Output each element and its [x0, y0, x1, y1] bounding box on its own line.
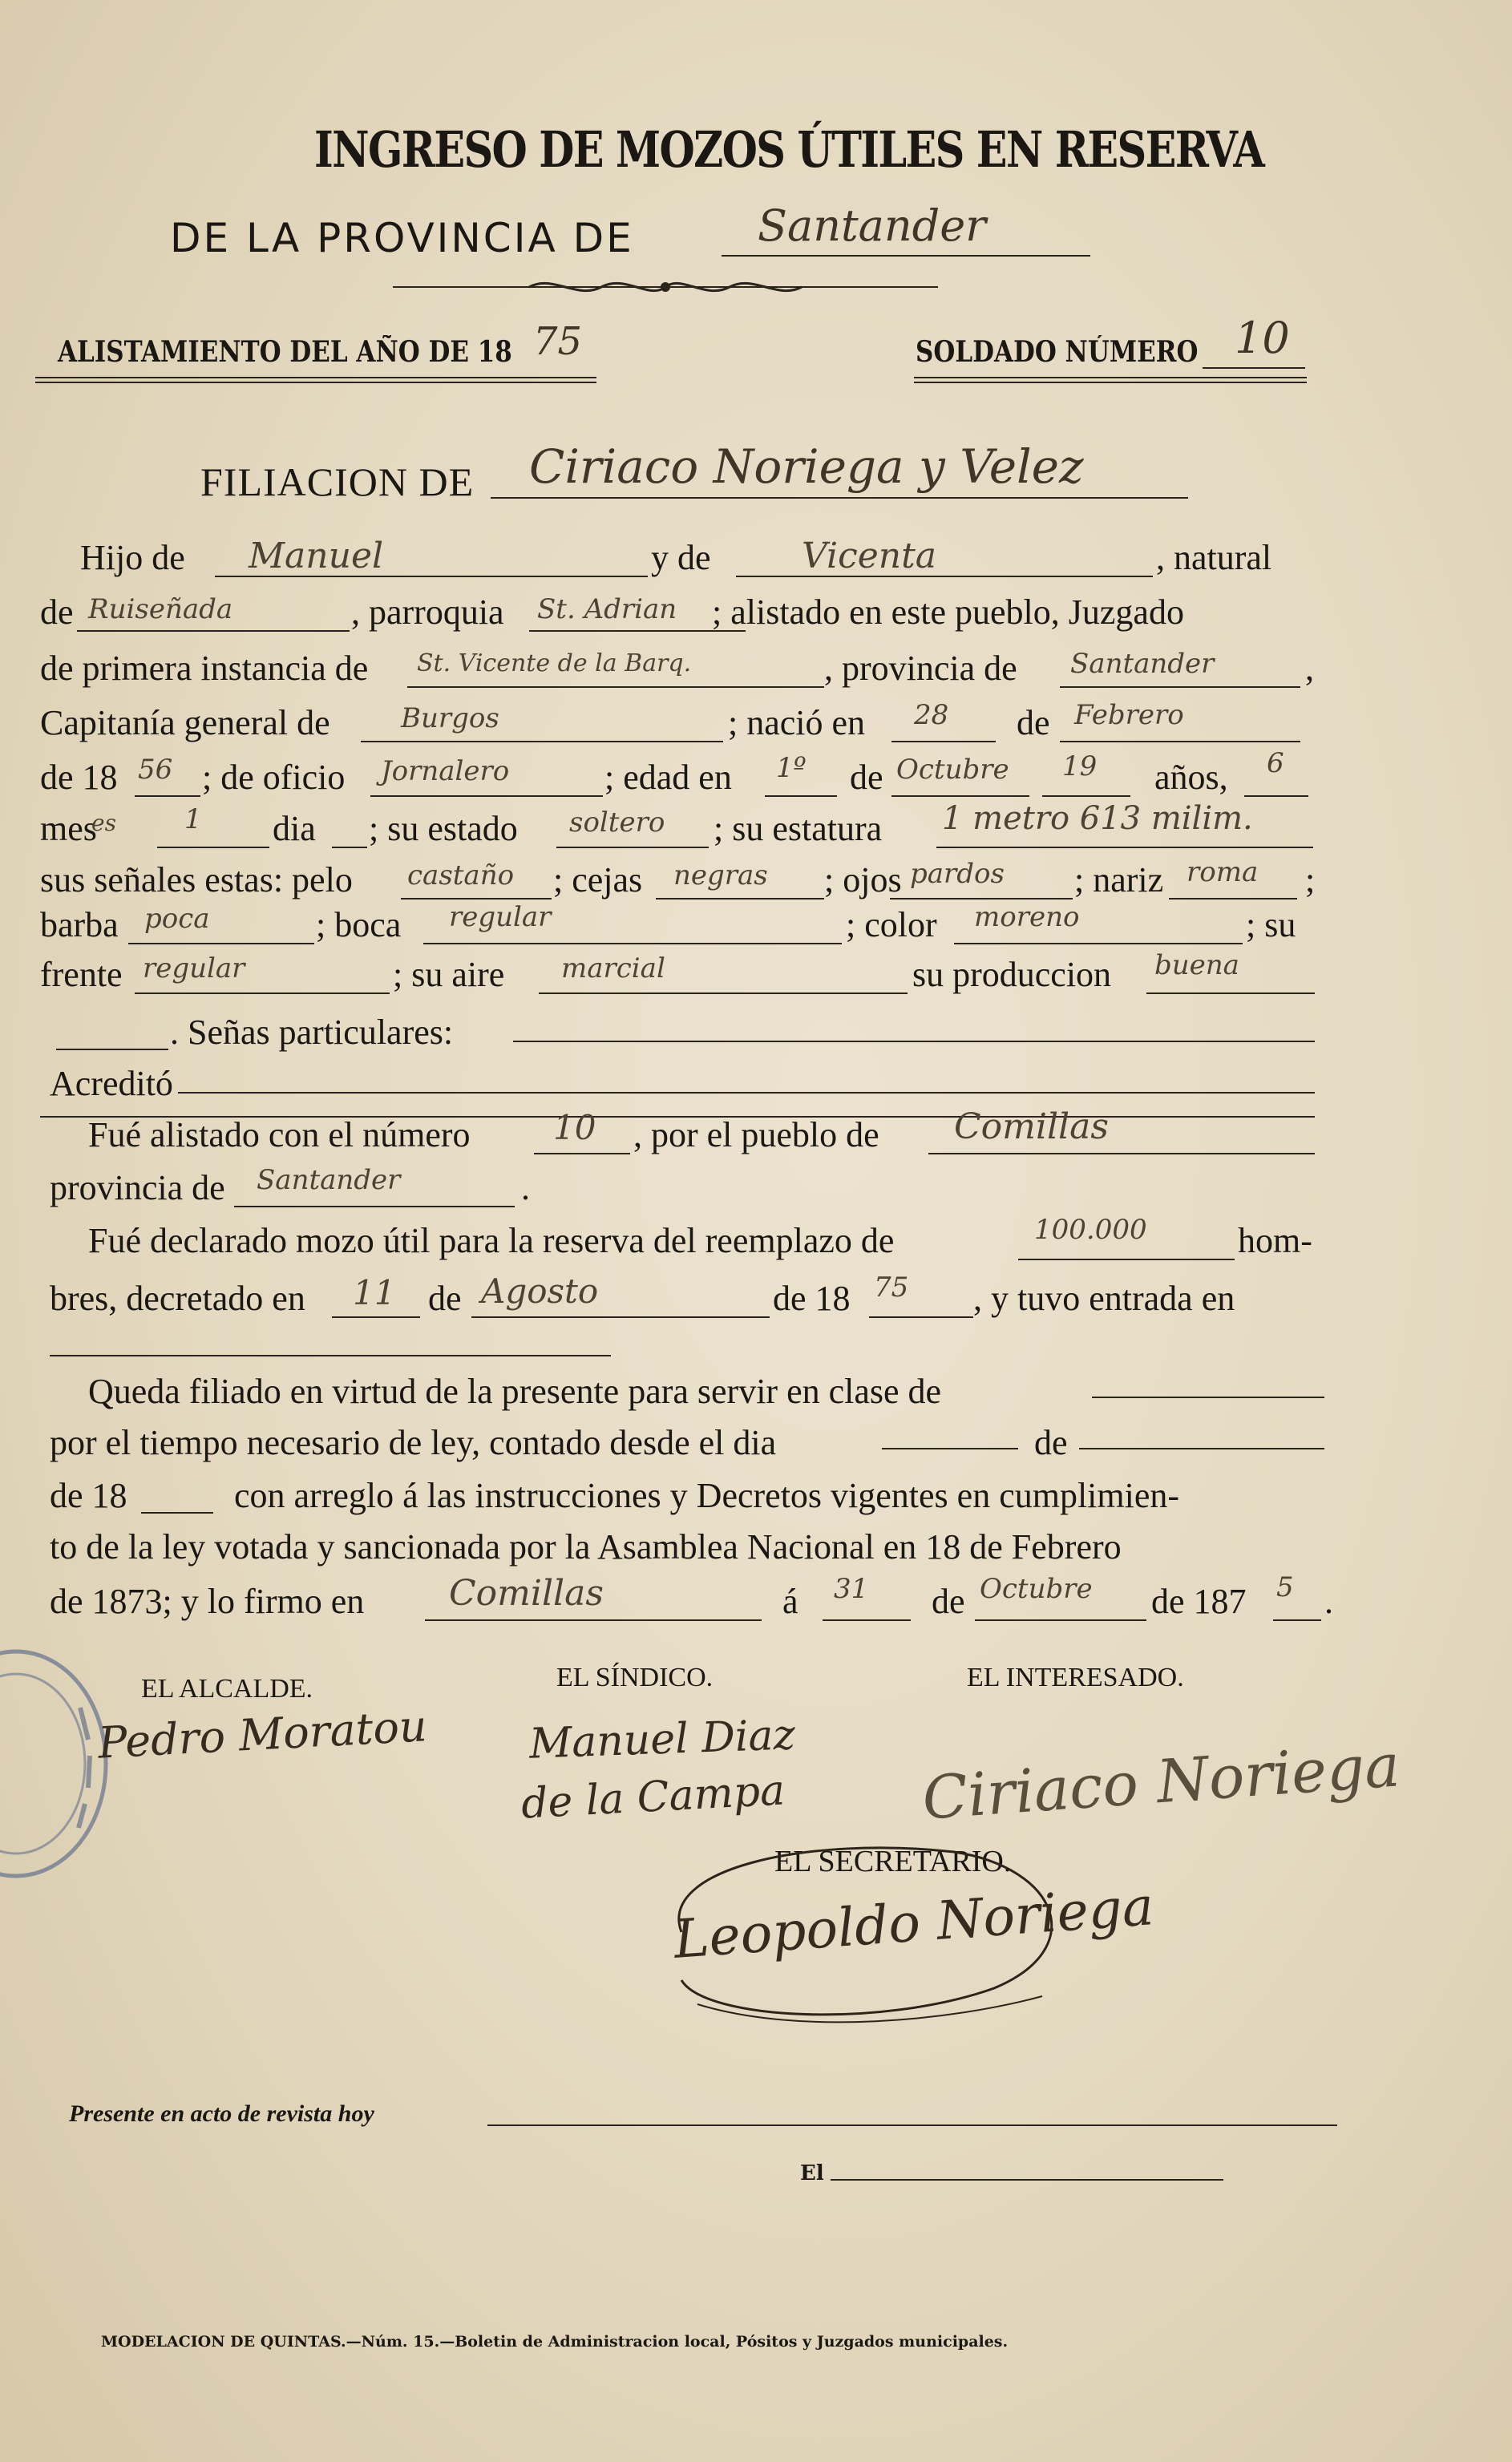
revista-line [487, 2124, 1337, 2126]
label-tuvo-entrada: , y tuvo entrada en [973, 1279, 1235, 1318]
mes-suffix: es [91, 810, 116, 836]
label-semicolon: ; [1305, 860, 1316, 899]
brows: negras [673, 859, 768, 891]
label-de-18-contado: de 18 [50, 1476, 127, 1515]
mouth-line [423, 943, 842, 944]
enlistment-rule [35, 377, 596, 383]
label-y-de: y de [651, 538, 711, 577]
label-natural: , natural [1156, 538, 1272, 577]
label-primera-instancia: de primera instancia de [40, 649, 369, 688]
label-de-contado: de [1034, 1423, 1068, 1462]
birth-day-line [891, 741, 996, 742]
state-line [556, 847, 709, 848]
mouth: regular [449, 901, 552, 933]
production: buena [1154, 949, 1239, 981]
hair: castaño [407, 859, 515, 891]
birth-year-line [135, 795, 200, 797]
label-senales-pelo: sus señales estas: pelo [40, 860, 353, 899]
label-su: ; su [1246, 905, 1296, 944]
label-alistado-numero: Fué alistado con el número [88, 1115, 471, 1154]
label-ojos: ; ojos [824, 860, 902, 899]
signed-year-line [1273, 1619, 1321, 1621]
enlist-province: Santander [257, 1164, 401, 1196]
bearing: marcial [561, 952, 665, 984]
sindico-signature-line-1: Manuel Diaz [528, 1711, 796, 1769]
height: 1 metro 613 milim. [942, 800, 1253, 837]
label-de: de [40, 592, 74, 632]
label-boca: ; boca [316, 905, 402, 944]
revista-el-line [831, 2179, 1223, 2181]
dia-line [157, 847, 269, 848]
entrada-line [50, 1355, 611, 1356]
age-years-line [1042, 795, 1130, 797]
revista-el-label: El [800, 2161, 824, 2185]
signed-day: 31 [834, 1573, 869, 1605]
signed-place: Comillas [449, 1573, 604, 1614]
marital-state: soltero [569, 807, 665, 839]
decree-month-line [471, 1316, 770, 1318]
town-line [928, 1153, 1315, 1154]
decree-year-line [869, 1316, 973, 1318]
nose: roma [1187, 856, 1259, 888]
age-years: 19 [1062, 750, 1098, 782]
label-period: . [521, 1168, 530, 1207]
beard: poca [144, 903, 210, 935]
age-month-line [891, 795, 1029, 797]
label-queda-filiado: Queda filiado en virtud de la presente para servir en clase de [88, 1372, 942, 1411]
forehead: regular [143, 952, 245, 984]
label-hijo-de: Hijo de [80, 538, 185, 577]
label-de-18: de 18 [40, 758, 118, 797]
age-day: 1º [776, 752, 807, 784]
eyes: pardos [910, 858, 1005, 890]
filiacion-line [491, 497, 1188, 499]
nose-line [1169, 898, 1297, 899]
footer-publisher: MODELACION DE QUINTAS.—Núm. 15.—Boletin de Administracion local, Pósitos y Juzgados municipales. [101, 2333, 1009, 2351]
label-senas-particulares: . Señas particulares: [170, 1013, 454, 1052]
label-aire: ; su aire [393, 955, 505, 994]
label-de-month: de [1017, 703, 1050, 742]
beard-line [128, 943, 314, 944]
signed-day-line [823, 1619, 911, 1621]
birth-month: Febrero [1074, 699, 1184, 731]
birth-year: 56 [138, 754, 173, 786]
label-anos: años, [1154, 758, 1228, 797]
filiacion-label: FILIACION DE [200, 459, 475, 504]
birth-month-line [1060, 741, 1300, 742]
label-frente: frente [40, 955, 123, 994]
label-de-18-decree: de 18 [773, 1279, 851, 1318]
age-days: 1 [184, 803, 202, 835]
province-handwritten: Santander [758, 200, 986, 251]
production-line [1146, 992, 1315, 994]
court-name: St. Vicente de la Barq. [417, 649, 692, 677]
natural-place: Ruiseñada [88, 593, 233, 625]
label-mes: mes [40, 809, 97, 848]
revista-label: Presente en acto de revista hoy [69, 2100, 374, 2127]
label-de-age-month: de [850, 758, 883, 797]
age-day-line [765, 795, 837, 797]
age-month: Octubre [896, 754, 1009, 786]
label-declarado-mozo-util: Fué declarado mozo útil para la reserva del reemplazo de [88, 1221, 895, 1260]
age-months: 6 [1267, 747, 1284, 779]
label-oficio: ; de oficio [202, 758, 346, 797]
filiacion-name-handwritten: Ciriaco Noriega y Velez [529, 439, 1084, 494]
mother-name: Vicenta [802, 536, 937, 576]
sindico-label: EL SÍNDICO. [556, 1663, 714, 1692]
hair-line [401, 898, 552, 899]
decree-day: 11 [353, 1273, 396, 1312]
label-produccion: su produccion [912, 955, 1112, 994]
brows-line [656, 898, 824, 899]
label-comma: , [1305, 649, 1314, 688]
label-alistado: ; alistado en este pueblo, Juzgado [712, 592, 1184, 632]
trade-line [370, 795, 603, 797]
label-estatura: ; su estatura [714, 809, 883, 848]
court-province-name: Santander [1070, 648, 1215, 680]
court-province-line [1060, 686, 1300, 688]
label-estado: ; su estado [369, 809, 518, 848]
contado-year-line [141, 1512, 213, 1514]
father-name: Manuel [249, 536, 384, 576]
alcalde-label: EL ALCALDE. [141, 1674, 313, 1704]
label-nariz: ; nariz [1074, 860, 1164, 899]
secretario-signature: Leopoldo Noriega [672, 1875, 1156, 1971]
acredito-line [178, 1092, 1315, 1094]
parish-name: St. Adrian [537, 593, 677, 625]
label-decretado-en: bres, decretado en [50, 1279, 305, 1318]
contado-day-line [882, 1448, 1018, 1449]
alcalde-signature: Pedro Moratou [96, 1700, 429, 1769]
label-capitania: Capitanía general de [40, 703, 330, 742]
production-continuation-line [56, 1049, 168, 1050]
label-dia: dia [273, 809, 316, 848]
decree-month: Agosto [481, 1271, 599, 1311]
document-title: INGRESO DE MOZOS ÚTILES EN RESERVA [314, 120, 1264, 179]
mother-line [736, 576, 1153, 577]
age-months-line [1244, 795, 1308, 797]
reemplazo-line-b [1018, 1259, 1235, 1260]
label-cejas: ; cejas [553, 860, 643, 899]
province-prefix: DE LA PROVINCIA DE [170, 215, 634, 261]
court-line [407, 686, 824, 688]
label-edad-en: ; edad en [604, 758, 732, 797]
label-pueblo-de: , por el pueblo de [633, 1115, 879, 1154]
ornament-divider [393, 271, 938, 303]
eyes-line [890, 898, 1073, 899]
label-tiempo-necesario: por el tiempo necesario de ley, contado desde el dia [50, 1423, 777, 1462]
dia-tail-line [332, 847, 367, 848]
label-de-187: de 187 [1151, 1582, 1247, 1621]
interesado-label: EL INTERESADO. [967, 1663, 1184, 1692]
skin-color: moreno [974, 901, 1080, 933]
label-color: ; color [846, 905, 937, 944]
signed-month: Octubre [980, 1573, 1093, 1605]
soldier-number-handwritten: 10 [1235, 313, 1290, 363]
sindico-signature-line-2: de la Campa [519, 1766, 786, 1829]
decree-year: 75 [874, 1271, 909, 1304]
bearing-line [539, 992, 908, 994]
forehead-line [135, 992, 390, 994]
capitania-name: Burgos [401, 702, 499, 734]
particular-marks-line [513, 1041, 1315, 1042]
birth-day: 28 [914, 699, 949, 731]
label-de-signed: de [932, 1582, 965, 1621]
province-line [722, 255, 1090, 257]
label-provincia: , provincia de [824, 649, 1017, 688]
natural-line [77, 630, 350, 632]
enlistment-label: ALISTAMIENTO DEL AÑO DE 18 [58, 335, 512, 369]
enlist-number: 10 [553, 1108, 596, 1147]
label-a: á [782, 1582, 798, 1621]
height-line [936, 847, 1313, 848]
town: Comillas [954, 1106, 1109, 1147]
color-line [954, 943, 1243, 944]
signed-year: 5 [1276, 1571, 1294, 1603]
contado-month-line [1079, 1448, 1324, 1449]
label-ley-votada: to de la ley votada y sancionada por la Asamblea Nacional en 18 de Febrero [50, 1527, 1122, 1567]
label-lo-firmo-en: de 1873; y lo firmo en [50, 1582, 365, 1621]
label-barba: barba [40, 905, 119, 944]
label-con-arreglo: con arreglo á las instrucciones y Decretos vigentes en cumplimien- [234, 1476, 1180, 1515]
enlistment-year-handwritten: 75 [533, 319, 583, 364]
secretario-label: EL SECRETARIO. [774, 1845, 1012, 1878]
clase-line [1092, 1397, 1324, 1398]
soldier-number-line [1203, 367, 1305, 369]
label-hom: hom- [1238, 1221, 1312, 1260]
label-final-period: . [1324, 1582, 1333, 1621]
label-nacio-en: ; nació en [728, 703, 866, 742]
interesado-signature: Ciriaco Noriega [920, 1731, 1402, 1833]
signed-place-line [425, 1619, 762, 1621]
label-parroquia: , parroquia [351, 592, 504, 632]
reemplazo-quantity: 100.000 [1034, 1214, 1147, 1246]
signed-month-line [975, 1619, 1146, 1621]
label-acredito: Acreditó [50, 1064, 173, 1103]
trade: Jornalero [381, 755, 510, 787]
label-de-decree: de [428, 1279, 462, 1318]
soldier-rule [914, 377, 1307, 383]
decree-day-line [332, 1316, 420, 1318]
soldier-number-label: SOLDADO NÚMERO [916, 335, 1199, 369]
label-provincia-de: provincia de [50, 1168, 225, 1207]
capitania-line [361, 741, 723, 742]
enlist-province-line [234, 1206, 515, 1207]
enlist-number-line [534, 1153, 630, 1154]
